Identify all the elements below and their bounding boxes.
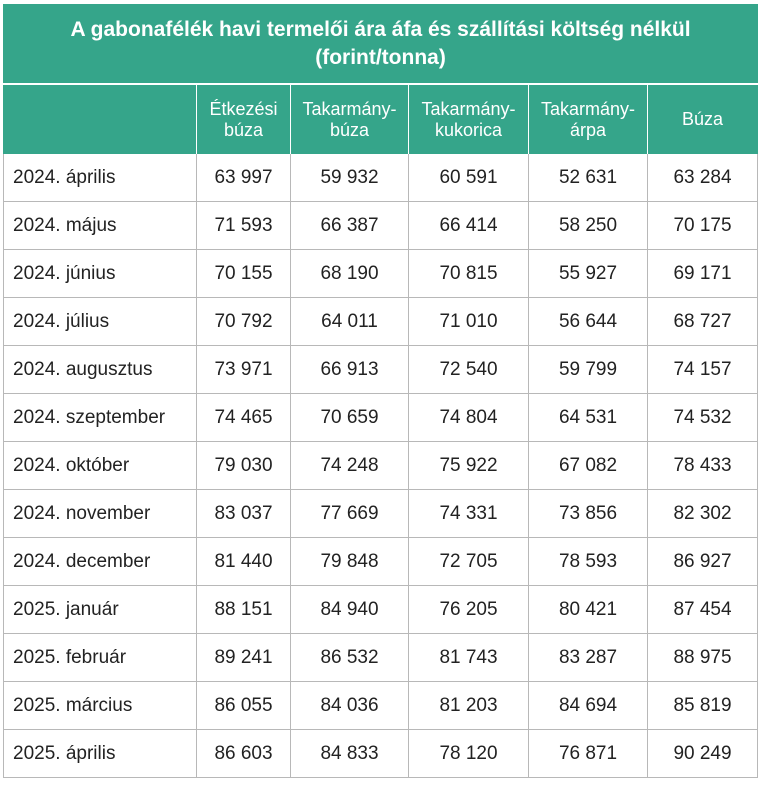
header-etkezesi-buza: Étkezési búza bbox=[197, 84, 291, 154]
takarmany-kukorica-cell: 78 120 bbox=[409, 730, 529, 778]
takarmany-buza-cell: 70 659 bbox=[291, 394, 409, 442]
takarmany-buza-cell: 74 248 bbox=[291, 442, 409, 490]
table-title: A gabonafélék havi termelői ára áfa és szállítási költség nélkül (forint/tonna) bbox=[4, 5, 758, 85]
takarmany-arpa-cell: 67 082 bbox=[529, 442, 648, 490]
takarmany-arpa-cell: 78 593 bbox=[529, 538, 648, 586]
header-row bbox=[4, 84, 758, 154]
takarmany-buza-cell: 84 036 bbox=[291, 682, 409, 730]
etkezesi-buza-cell: 86 055 bbox=[197, 682, 291, 730]
etkezesi-buza-cell: 71 593 bbox=[197, 202, 291, 250]
month-cell: 2024. december bbox=[4, 538, 197, 586]
buza-cell: 63 284 bbox=[648, 154, 758, 202]
takarmany-arpa-cell: 73 856 bbox=[529, 490, 648, 538]
etkezesi-buza-cell: 63 997 bbox=[197, 154, 291, 202]
takarmany-buza-cell: 84 833 bbox=[291, 730, 409, 778]
month-cell: 2024. június bbox=[4, 250, 197, 298]
table-row bbox=[4, 202, 758, 250]
table-row bbox=[4, 298, 758, 346]
table-row bbox=[4, 250, 758, 298]
table-row bbox=[4, 490, 758, 538]
takarmany-kukorica-cell: 72 540 bbox=[409, 346, 529, 394]
month-cell: 2024. október bbox=[4, 442, 197, 490]
etkezesi-buza-cell: 88 151 bbox=[197, 586, 291, 634]
takarmany-buza-cell: 64 011 bbox=[291, 298, 409, 346]
table-row bbox=[4, 154, 758, 202]
takarmany-buza-cell: 59 932 bbox=[291, 154, 409, 202]
buza-cell: 68 727 bbox=[648, 298, 758, 346]
table-row bbox=[4, 586, 758, 634]
month-cell: 2025. április bbox=[4, 730, 197, 778]
buza-cell: 74 532 bbox=[648, 394, 758, 442]
month-cell: 2024. november bbox=[4, 490, 197, 538]
table-row bbox=[4, 346, 758, 394]
takarmany-kukorica-cell: 76 205 bbox=[409, 586, 529, 634]
etkezesi-buza-cell: 89 241 bbox=[197, 634, 291, 682]
takarmany-kukorica-cell: 72 705 bbox=[409, 538, 529, 586]
month-cell: 2024. szeptember bbox=[4, 394, 197, 442]
takarmany-buza-cell: 77 669 bbox=[291, 490, 409, 538]
takarmany-kukorica-cell: 75 922 bbox=[409, 442, 529, 490]
buza-cell: 82 302 bbox=[648, 490, 758, 538]
takarmany-buza-cell: 86 532 bbox=[291, 634, 409, 682]
table-row bbox=[4, 538, 758, 586]
takarmany-arpa-cell: 52 631 bbox=[529, 154, 648, 202]
etkezesi-buza-cell: 79 030 bbox=[197, 442, 291, 490]
takarmany-kukorica-cell: 66 414 bbox=[409, 202, 529, 250]
etkezesi-buza-cell: 74 465 bbox=[197, 394, 291, 442]
buza-cell: 90 249 bbox=[648, 730, 758, 778]
etkezesi-buza-cell: 70 155 bbox=[197, 250, 291, 298]
etkezesi-buza-cell: 83 037 bbox=[197, 490, 291, 538]
takarmany-buza-cell: 66 387 bbox=[291, 202, 409, 250]
takarmany-arpa-cell: 58 250 bbox=[529, 202, 648, 250]
takarmany-kukorica-cell: 74 804 bbox=[409, 394, 529, 442]
header-month bbox=[4, 84, 197, 154]
buza-cell: 86 927 bbox=[648, 538, 758, 586]
takarmany-buza-cell: 84 940 bbox=[291, 586, 409, 634]
price-table bbox=[3, 4, 758, 778]
takarmany-arpa-cell: 55 927 bbox=[529, 250, 648, 298]
month-cell: 2025. január bbox=[4, 586, 197, 634]
takarmany-arpa-cell: 76 871 bbox=[529, 730, 648, 778]
takarmany-kukorica-cell: 74 331 bbox=[409, 490, 529, 538]
etkezesi-buza-cell: 73 971 bbox=[197, 346, 291, 394]
price-table-container bbox=[3, 4, 757, 778]
month-cell: 2025. március bbox=[4, 682, 197, 730]
month-cell: 2024. július bbox=[4, 298, 197, 346]
etkezesi-buza-cell: 86 603 bbox=[197, 730, 291, 778]
takarmany-kukorica-cell: 81 203 bbox=[409, 682, 529, 730]
etkezesi-buza-cell: 70 792 bbox=[197, 298, 291, 346]
month-cell: 2025. február bbox=[4, 634, 197, 682]
buza-cell: 69 171 bbox=[648, 250, 758, 298]
header-buza: Búza bbox=[648, 84, 758, 154]
takarmany-arpa-cell: 64 531 bbox=[529, 394, 648, 442]
takarmany-kukorica-cell: 60 591 bbox=[409, 154, 529, 202]
takarmany-arpa-cell: 83 287 bbox=[529, 634, 648, 682]
buza-cell: 74 157 bbox=[648, 346, 758, 394]
buza-cell: 87 454 bbox=[648, 586, 758, 634]
etkezesi-buza-cell: 81 440 bbox=[197, 538, 291, 586]
month-cell: 2024. május bbox=[4, 202, 197, 250]
takarmany-kukorica-cell: 71 010 bbox=[409, 298, 529, 346]
takarmany-arpa-cell: 80 421 bbox=[529, 586, 648, 634]
buza-cell: 78 433 bbox=[648, 442, 758, 490]
header-takarmany-buza: Takarmány-búza bbox=[291, 84, 409, 154]
takarmany-buza-cell: 68 190 bbox=[291, 250, 409, 298]
header-takarmany-kukorica: Takarmány-kukorica bbox=[409, 84, 529, 154]
header-takarmany-arpa: Takarmány-árpa bbox=[529, 84, 648, 154]
takarmany-buza-cell: 79 848 bbox=[291, 538, 409, 586]
buza-cell: 88 975 bbox=[648, 634, 758, 682]
takarmany-kukorica-cell: 81 743 bbox=[409, 634, 529, 682]
table-row bbox=[4, 634, 758, 682]
table-row bbox=[4, 682, 758, 730]
buza-cell: 85 819 bbox=[648, 682, 758, 730]
table-row bbox=[4, 394, 758, 442]
table-body bbox=[4, 154, 758, 778]
takarmany-arpa-cell: 59 799 bbox=[529, 346, 648, 394]
month-cell: 2024. április bbox=[4, 154, 197, 202]
table-row bbox=[4, 442, 758, 490]
takarmany-buza-cell: 66 913 bbox=[291, 346, 409, 394]
takarmany-arpa-cell: 56 644 bbox=[529, 298, 648, 346]
buza-cell: 70 175 bbox=[648, 202, 758, 250]
takarmany-kukorica-cell: 70 815 bbox=[409, 250, 529, 298]
table-row bbox=[4, 730, 758, 778]
takarmany-arpa-cell: 84 694 bbox=[529, 682, 648, 730]
month-cell: 2024. augusztus bbox=[4, 346, 197, 394]
title-row bbox=[4, 5, 758, 85]
